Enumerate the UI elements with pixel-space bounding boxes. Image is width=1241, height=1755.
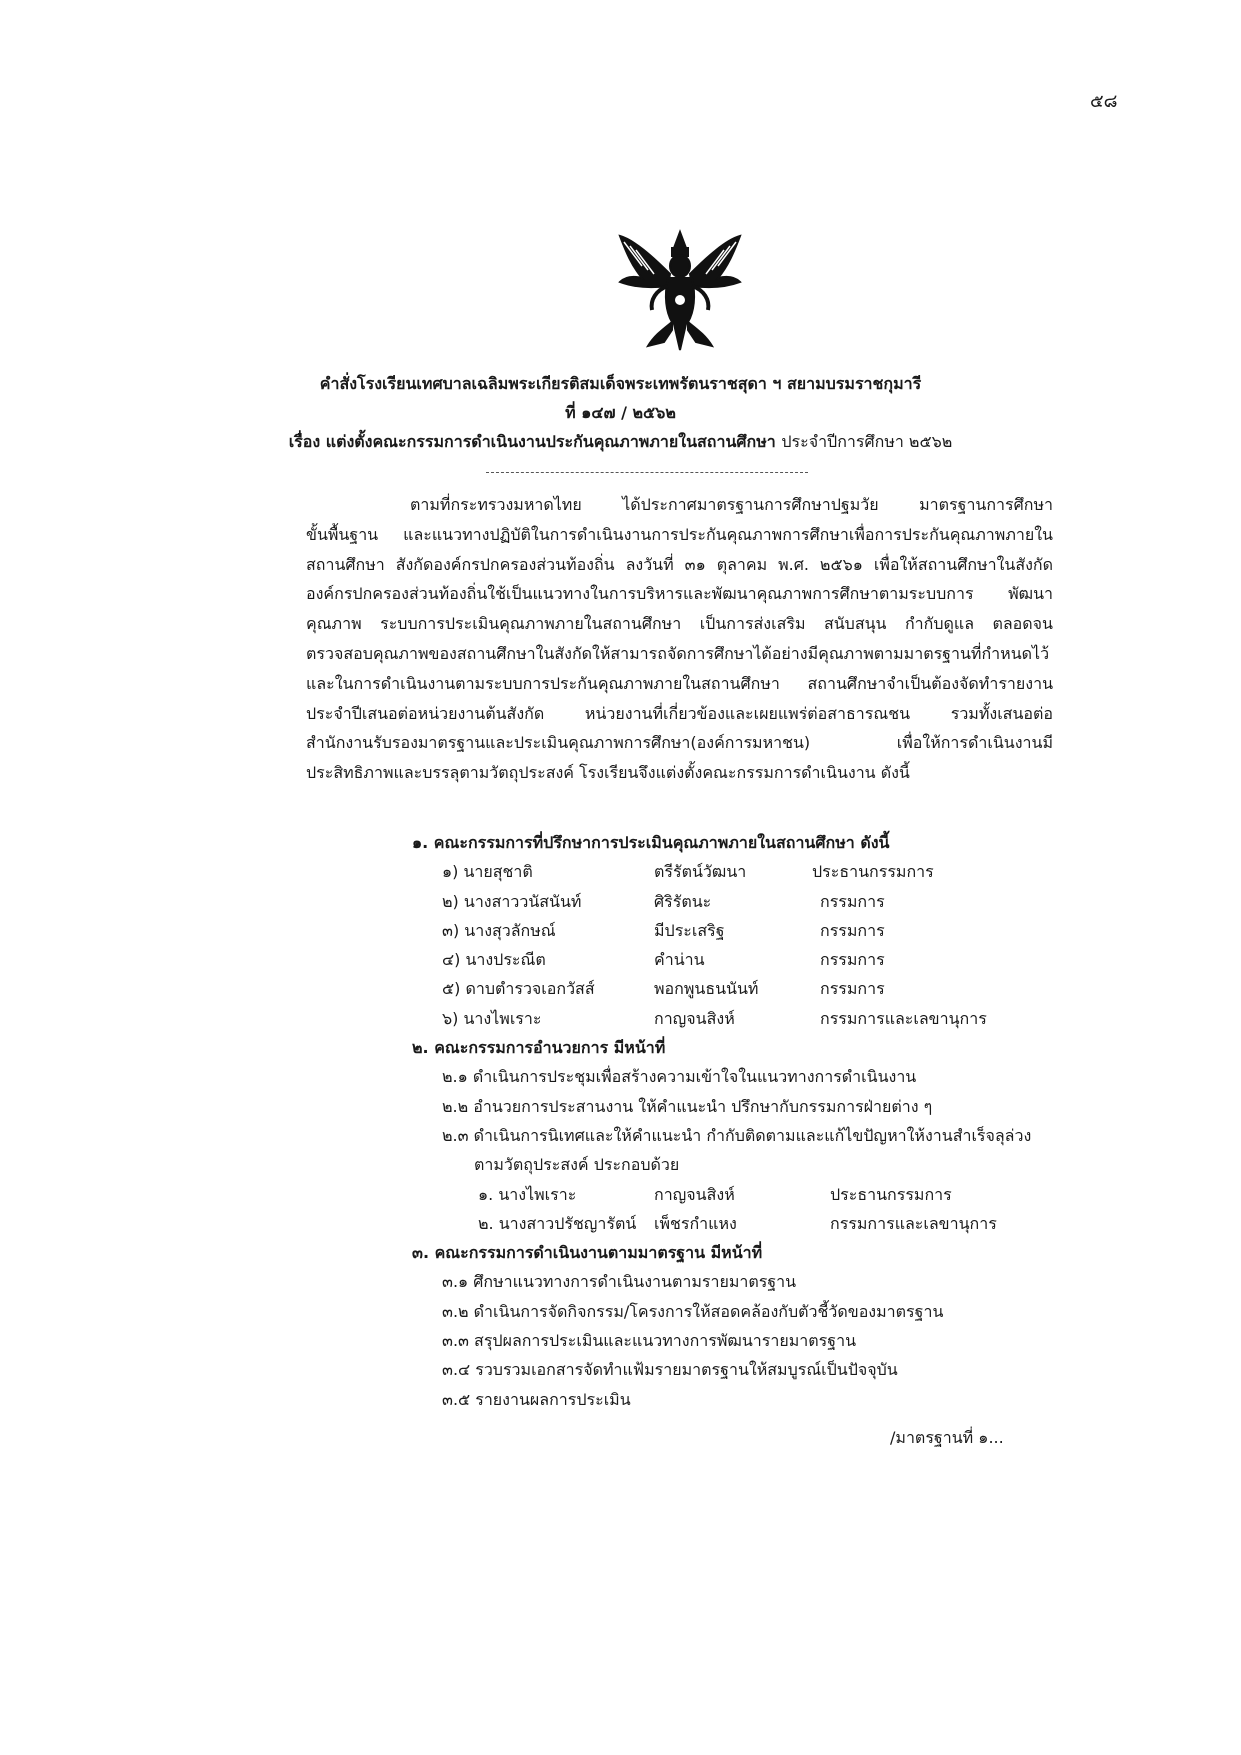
member-role: กรรมการและเลขานุการ <box>820 1008 987 1028</box>
title-divider <box>486 472 808 473</box>
member-name: ๒. นางสาวปรัชญารัตน์ <box>478 1213 637 1233</box>
continuation-note: /มาตรฐานที่ ๑... <box>890 1428 1004 1447</box>
duty-item <box>0 1355 1241 1384</box>
section-3-heading <box>0 1238 1241 1267</box>
member-name: ๕) ดาบตำรวจเอกวัสส์ <box>442 979 595 999</box>
duty-text: ๒.๑ ดำเนินการประชุมเพื่อสร้างความเข้าใจในแนวทางการดำเนินงาน <box>442 1067 917 1087</box>
intro-line: องค์กรปกครองส่วนท้องถิ่นใช้เป็นแนวทางในการบริหารและพัฒนาคุณภาพการศึกษาตามระบบการ พัฒนา <box>306 584 1053 604</box>
member-name: ๓) นางสุวลักษณ์ <box>442 920 556 940</box>
page-number: ๕๘ <box>1090 91 1118 112</box>
member-name: ๑. นางไพเราะ <box>478 1184 577 1204</box>
section-2-heading <box>0 1033 1241 1062</box>
section-1-heading <box>0 828 1241 857</box>
member-row <box>0 1209 1241 1238</box>
duty-text: ๓.๔ รวบรวมเอกสารจัดทำแฟ้มรายมาตรฐานให้สมบูรณ์เป็นปัจจุบัน <box>442 1360 898 1380</box>
member-name: ๔) นางประณีต <box>442 950 546 970</box>
duty-text: ๓.๓ สรุปผลการประเมินและแนวทางการพัฒนารายมาตรฐาน <box>442 1331 856 1351</box>
committee-list <box>0 828 1241 1414</box>
order-subject-year: ประจำปีการศึกษา ๒๕๖๒ <box>781 432 953 451</box>
garuda-emblem <box>612 226 748 352</box>
member-name: ๑) นายสุชาติ <box>442 862 533 882</box>
duty-item <box>0 1326 1241 1355</box>
member-surname: กาญจนสิงห์ <box>654 1008 735 1028</box>
member-row <box>0 857 1241 886</box>
member-role: กรรมการ <box>820 979 885 999</box>
member-row <box>0 974 1241 1003</box>
intro-paragraph <box>306 490 1053 788</box>
member-role: กรรมการ <box>820 891 885 911</box>
duty-item <box>0 1385 1241 1414</box>
duty-item <box>0 1267 1241 1296</box>
member-surname: มีประเสริฐ <box>654 920 725 940</box>
member-surname: กาญจนสิงห์ <box>654 1184 735 1204</box>
member-role: กรรมการ <box>820 950 885 970</box>
duty-item <box>0 1297 1241 1326</box>
member-row <box>0 1004 1241 1033</box>
duty-item <box>0 1092 1241 1121</box>
member-name: ๒) นางสาววนัสนันท์ <box>442 891 582 911</box>
intro-line: ประสิทธิภาพและบรรลุตามวัตถุประสงค์ โรงเรียนจึงแต่งตั้งคณะกรรมการดำเนินงาน ดังนี้ <box>306 763 910 783</box>
member-surname: เพ็ชรกำแหง <box>654 1213 737 1233</box>
intro-line: ประจำปีเสนอต่อหน่วยงานต้นสังกัด หน่วยงานที่เกี่ยวข้องและเผยแพร่ต่อสาธารณชน รวมทั้งเสนอต่อ <box>306 703 1053 723</box>
member-surname: พอกพูนธนนันท์ <box>654 979 759 999</box>
member-role: ประธานกรรมการ <box>812 862 934 882</box>
member-row <box>0 945 1241 974</box>
member-surname: คำน่าน <box>654 950 705 970</box>
duty-text: ๒.๓ ดำเนินการนิเทศและให้คำแนะนำ กำกับติดตามและแก้ไขปัญหาให้งานสำเร็จลุล่วง <box>442 1125 1032 1145</box>
duty-text: ๓.๑ ศึกษาแนวทางการดำเนินงานตามรายมาตรฐาน <box>442 1272 797 1292</box>
section-2-title: ๒. คณะกรรมการอำนวยการ มีหน้าที่ <box>412 1038 666 1058</box>
intro-line: คุณภาพ ระบบการประเมินคุณภาพภายในสถานศึกษา เป็นการส่งเสริม สนับสนุน กำกับดูแล ตลอดจน <box>306 614 1053 634</box>
member-role: กรรมการและเลขานุการ <box>830 1213 997 1233</box>
duty-item <box>0 1121 1241 1150</box>
duty-text: ๓.๕ รายงานผลการประเมิน <box>442 1389 631 1409</box>
intro-line: สำนักงานรับรองมาตรฐานและประเมินคุณภาพการศึกษา(องค์การมหาชน) เพื่อให้การดำเนินงานมี <box>306 733 1053 753</box>
duty-continuation-text: ตามวัตถุประสงค์ ประกอบด้วย <box>474 1155 680 1175</box>
order-subject <box>0 430 1241 455</box>
intro-line: ตรวจสอบคุณภาพของสถานศึกษาในสังกัดให้สามารถจัดการศึกษาได้อย่างมีคุณภาพตามมาตรฐานที่กำหนดไว้ <box>306 643 1050 663</box>
section-1-title: ๑. คณะกรรมการที่ปรึกษาการประเมินคุณภาพภายในสถานศึกษา ดังนี้ <box>412 833 890 852</box>
duty-text: ๒.๒ อำนวยการประสานงาน ให้คำแนะนำ ปรึกษากับกรรมการฝ่ายต่าง ๆ <box>442 1096 933 1116</box>
member-surname: ศิริรัตนะ <box>654 891 712 911</box>
order-number: ที่ ๑๔๗ / ๒๕๖๒ <box>565 403 676 422</box>
member-role: ประธานกรรมการ <box>830 1184 952 1204</box>
intro-line: และในการดำเนินงานตามระบบการประกันคุณภาพภายในสถานศึกษา สถานศึกษาจำเป็นต้องจัดทำรายงาน <box>306 673 1053 693</box>
member-surname: ตรีรัตน์วัฒนา <box>654 862 747 882</box>
intro-line: สถานศึกษา สังกัดองค์กรปกครองส่วนท้องถิ่น ลงวันที่ ๓๑ ตุลาคม พ.ศ. ๒๕๖๑ เพื่อให้สถานศึกษาในสังกัด <box>306 554 1053 574</box>
order-title: คำสั่งโรงเรียนเทศบาลเฉลิมพระเกียรติสมเด็จพระเทพรัตนราชสุดา ฯ สยามบรมราชกุมารี <box>319 374 922 393</box>
duty-text: ๓.๒ ดำเนินการจัดกิจกรรม/โครงการให้สอดคล้องกับตัวชี้วัดของมาตรฐาน <box>442 1301 944 1321</box>
member-name: ๖) นางไพเราะ <box>442 1008 542 1028</box>
member-row <box>0 1180 1241 1209</box>
member-role: กรรมการ <box>820 920 885 940</box>
order-subject-bold: เรื่อง แต่งตั้งคณะกรรมการดำเนินงานประกันคุณภาพภายในสถานศึกษา <box>288 432 776 451</box>
intro-line: ตามที่กระทรวงมหาดไทย ได้ประกาศมาตรฐานการศึกษาปฐมวัย มาตรฐานการศึกษา <box>410 495 1053 514</box>
intro-line: ขั้นพื้นฐาน และแนวทางปฏิบัติในการดำเนินงานการประกันคุณภาพการศึกษาเพื่อการประกันคุณภาพภายใน <box>306 524 1053 544</box>
member-row <box>0 887 1241 916</box>
member-row <box>0 916 1241 945</box>
section-3-title: ๓. คณะกรรมการดำเนินงานตามมาตรฐาน มีหน้าที่ <box>412 1243 763 1263</box>
duty-continuation <box>0 1150 1241 1179</box>
duty-item <box>0 1062 1241 1091</box>
